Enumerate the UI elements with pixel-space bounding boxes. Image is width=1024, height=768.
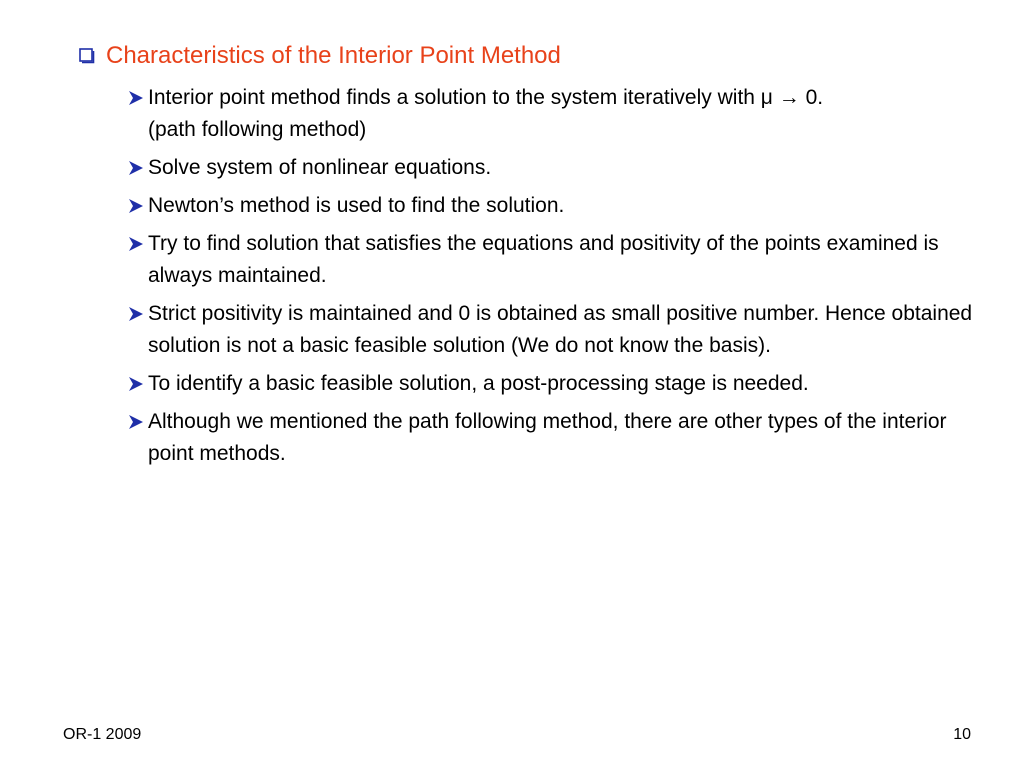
arrow-bullet-icon <box>128 298 148 330</box>
slide-heading <box>78 40 561 72</box>
bullet-text: Interior point method finds a solution to the system iteratively with μ → 0. (path following method) <box>148 86 824 141</box>
arrow-bullet-icon <box>128 82 148 114</box>
bullet-text: Strict positivity is maintained and 0 is obtained as small positive number. Hence obtained solution is not a basic feasible solution (We do not know the basis). <box>148 302 973 357</box>
bullet-list <box>128 82 988 476</box>
list-item <box>128 406 988 470</box>
footer-course-label: OR-1 2009 <box>63 726 142 743</box>
list-item <box>128 368 988 400</box>
hollow-square-bullet-icon <box>78 40 100 72</box>
page-number: 10 <box>953 726 971 743</box>
heading-text: Characteristics of the Interior Point Method <box>106 42 561 69</box>
list-item <box>128 82 988 146</box>
arrow-bullet-icon <box>128 406 148 438</box>
bullet-text: Newton’s method is used to find the solution. <box>148 194 565 217</box>
list-item <box>128 298 988 362</box>
bullet-text: Although we mentioned the path following method, there are other types of the interior point methods. <box>148 410 947 465</box>
bullet-text: Try to find solution that satisfies the equations and positivity of the points examined is always maintained. <box>148 232 939 287</box>
bullet-text: To identify a basic feasible solution, a post-processing stage is needed. <box>148 372 809 395</box>
bullet-text: Solve system of nonlinear equations. <box>148 156 492 179</box>
arrow-bullet-icon <box>128 152 148 184</box>
list-item <box>128 190 988 222</box>
list-item <box>128 152 988 184</box>
arrow-bullet-icon <box>128 228 148 260</box>
arrow-bullet-icon <box>128 368 148 400</box>
list-item <box>128 228 988 292</box>
arrow-bullet-icon <box>128 190 148 222</box>
